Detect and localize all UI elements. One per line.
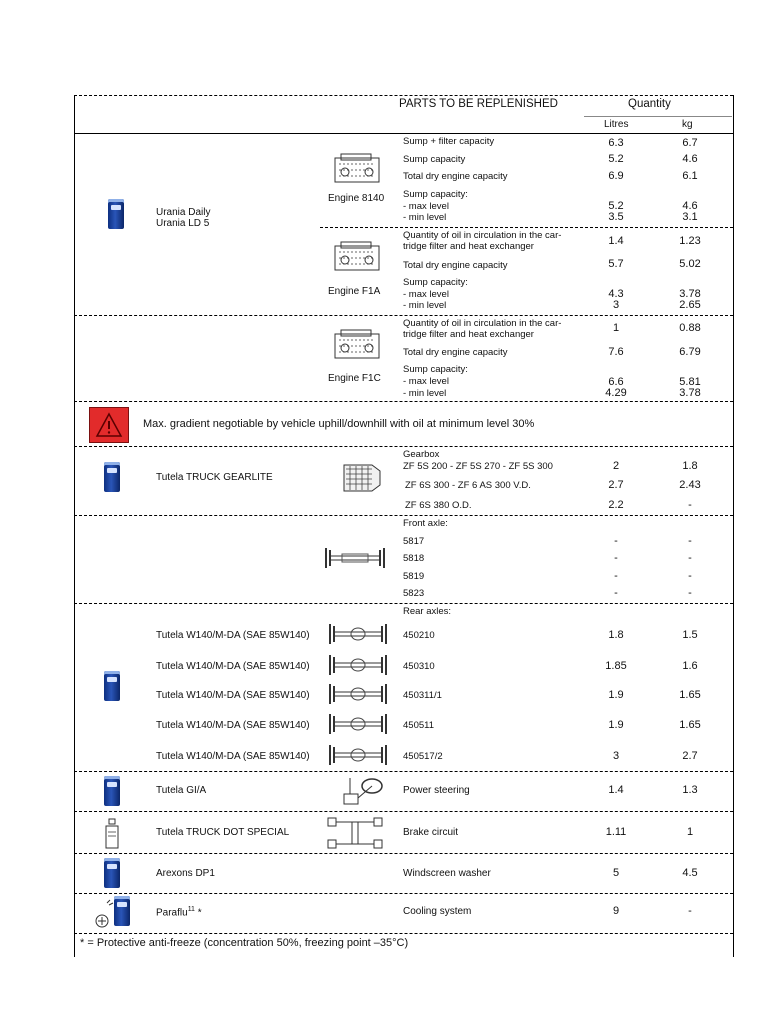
row-label: 450310 <box>403 661 435 672</box>
kg-value: - <box>688 570 692 582</box>
kg-value: 1.3 <box>682 784 698 796</box>
row-label: 450210 <box>403 630 435 641</box>
kg-heading: kg <box>682 119 693 130</box>
brake-circuit-icon <box>322 814 390 852</box>
rule <box>74 315 733 316</box>
product-name <box>156 906 202 918</box>
rear-axle-icon <box>326 710 390 738</box>
rule <box>74 933 733 934</box>
rear-axle-icon <box>326 620 390 648</box>
row-label: 450511 <box>403 720 434 731</box>
antifreeze-asterisk: * <box>194 907 202 919</box>
kg-value: - <box>688 535 692 547</box>
litres-value: 1 <box>612 322 620 334</box>
oil-can-icon <box>114 896 130 926</box>
row-label: 5819 <box>403 571 425 582</box>
section-title: Rear axles: <box>403 606 452 617</box>
litres-value: 1.8 <box>608 629 624 641</box>
kg-value: 5.02 <box>679 258 701 270</box>
kg-value: - <box>688 552 692 564</box>
rule <box>74 603 733 604</box>
product-name: Urania Daily <box>156 207 211 218</box>
rule <box>74 771 733 772</box>
kg-value: 3.1 <box>682 211 698 223</box>
coolant-symbol-icon <box>93 899 115 929</box>
oil-can-icon <box>108 199 124 229</box>
kg-value: 4.6 <box>682 153 698 165</box>
row-label: - max level <box>403 376 449 387</box>
litres-value: - <box>614 570 618 582</box>
kg-value: 2.65 <box>679 299 701 311</box>
rule <box>74 95 733 96</box>
kg-value: 1.5 <box>682 629 698 641</box>
row-label: Sump capacity <box>403 154 466 165</box>
row-label: 450517/2 <box>403 751 443 762</box>
gearbox-icon <box>340 457 384 499</box>
rear-axle-icon <box>326 680 390 708</box>
litres-value: 4.29 <box>605 387 627 399</box>
row-label: Cooling system <box>403 906 472 917</box>
litres-value: 7.6 <box>608 346 624 358</box>
rule <box>74 893 733 894</box>
product-name: Tutela W140/M-DA (SAE 85W140) <box>156 630 310 641</box>
litres-value: 6.9 <box>608 170 624 182</box>
row-label: 5823 <box>403 588 425 599</box>
row-label: Quantity of oil in circulation in the car- <box>403 230 562 241</box>
litres-value: 3 <box>612 750 620 762</box>
litres-value: 1.9 <box>608 719 624 731</box>
parts-heading: PARTS TO BE REPLENISHED <box>399 98 558 110</box>
litres-value: 5.2 <box>608 200 624 212</box>
row-label: Sump capacity: <box>403 189 468 200</box>
kg-value: 4.5 <box>682 867 698 879</box>
warning-triangle-icon <box>90 408 128 442</box>
kg-value: 1.65 <box>679 719 701 731</box>
litres-value: 2.7 <box>608 479 624 491</box>
rear-axle-icon <box>326 741 390 769</box>
row-label: tridge filter and heat exchanger <box>403 329 534 340</box>
kg-value: 1 <box>686 826 694 838</box>
oil-can-icon <box>104 671 120 701</box>
row-label: - max level <box>403 201 449 212</box>
product-name: Tutela W140/M-DA (SAE 85W140) <box>156 720 310 731</box>
litres-heading: Litres <box>604 119 629 130</box>
engine-icon <box>331 152 385 188</box>
section-title: Gearbox <box>403 449 440 460</box>
warning-text: Max. gradient negotiable by vehicle uphill/downhill with oil at minimum level 30% <box>143 418 535 430</box>
row-label: - min level <box>403 300 447 311</box>
rule <box>320 227 733 228</box>
litres-value: 1.4 <box>608 784 624 796</box>
kg-value: - <box>688 587 692 599</box>
kg-value: 1.6 <box>682 660 698 672</box>
engine-icon <box>331 328 385 364</box>
front-axle-icon <box>322 544 388 572</box>
litres-value: 1.9 <box>608 689 624 701</box>
row-label: 5817 <box>403 536 425 547</box>
row-label: ZF 6S 300 - ZF 6 AS 300 V.D. <box>405 480 531 491</box>
row-label: Windscreen washer <box>403 868 491 879</box>
row-label: Total dry engine capacity <box>403 347 508 358</box>
litres-value: 4.3 <box>608 288 624 300</box>
engine-name: Engine F1C <box>328 373 381 384</box>
rule <box>74 811 733 812</box>
kg-value: 2.7 <box>682 750 698 762</box>
quantity-heading: Quantity <box>628 98 671 110</box>
kg-value: 1.8 <box>682 460 698 472</box>
litres-value: 9 <box>612 905 620 917</box>
row-label: 450311/1 <box>403 690 442 701</box>
kg-value: 0.88 <box>679 322 701 334</box>
row-label: Sump capacity: <box>403 364 468 375</box>
footnote: * = Protective anti-freeze (concentration 50%, freezing point –35°C) <box>80 937 409 949</box>
kg-value: 1.23 <box>679 235 701 247</box>
engine-name: Engine 8140 <box>328 193 385 204</box>
litres-value: - <box>614 535 618 547</box>
kg-value: 5.81 <box>679 376 701 388</box>
product-name: Urania LD 5 <box>156 218 210 229</box>
litres-value: 1.4 <box>608 235 624 247</box>
oil-can-icon <box>104 776 120 806</box>
litres-value: 3.5 <box>608 211 624 223</box>
product-name: Tutela W140/M-DA (SAE 85W140) <box>156 661 310 672</box>
product-name: Tutela GI/A <box>156 785 207 796</box>
kg-value: 3.78 <box>679 387 701 399</box>
litres-value: 5.2 <box>608 153 624 165</box>
oil-can-icon <box>104 462 120 492</box>
product-superscript: 11 <box>187 906 195 913</box>
row-label: Total dry engine capacity <box>403 171 508 182</box>
rule <box>74 133 733 134</box>
kg-value: 1.65 <box>679 689 701 701</box>
kg-value: 6.79 <box>679 346 701 358</box>
section-title: Front axle: <box>403 518 448 529</box>
row-label: tridge filter and heat exchanger <box>403 241 534 252</box>
rear-axle-icon <box>326 651 390 679</box>
litres-value: 2 <box>612 460 620 472</box>
kg-value: 4.6 <box>682 200 698 212</box>
rule <box>74 446 733 447</box>
litres-value: 6.3 <box>608 137 624 149</box>
product-name: Tutela TRUCK GEARLITE <box>156 472 273 483</box>
row-label: Sump capacity: <box>403 277 468 288</box>
engine-icon <box>331 240 385 276</box>
warning-box <box>89 407 129 443</box>
litres-value: 3 <box>612 299 620 311</box>
product-name: Tutela W140/M-DA (SAE 85W140) <box>156 690 310 701</box>
engine-name: Engine F1A <box>328 286 381 297</box>
rule <box>584 116 732 117</box>
rule <box>74 853 733 854</box>
row-label: - min level <box>403 212 447 223</box>
kg-value: - <box>688 499 692 511</box>
row-label: 5818 <box>403 553 425 564</box>
rule <box>74 515 733 516</box>
oil-can-icon <box>104 858 120 888</box>
row-label: Brake circuit <box>403 827 459 838</box>
kg-value: 3.78 <box>679 288 701 300</box>
litres-value: 2.2 <box>608 499 624 511</box>
litres-value: - <box>614 587 618 599</box>
litres-value: - <box>614 552 618 564</box>
row-label: ZF 5S 200 - ZF 5S 270 - ZF 5S 300 <box>403 461 553 472</box>
product-name: Arexons DP1 <box>156 868 215 879</box>
row-label: Quantity of oil in circulation in the car- <box>403 318 562 329</box>
litres-value: 1.85 <box>605 660 627 672</box>
product-name: Tutela W140/M-DA (SAE 85W140) <box>156 751 310 762</box>
kg-value: - <box>688 905 692 917</box>
kg-value: 2.43 <box>679 479 701 491</box>
row-label: - max level <box>403 289 449 300</box>
row-label: - min level <box>403 388 447 399</box>
kg-value: 6.7 <box>682 137 698 149</box>
litres-value: 5.7 <box>608 258 624 270</box>
steering-wheel-icon <box>338 774 386 808</box>
brake-fluid-bottle-icon <box>103 818 121 850</box>
row-label: ZF 6S 380 O.D. <box>405 500 472 511</box>
product-label: Paraflu <box>156 907 188 919</box>
litres-value: 5 <box>612 867 620 879</box>
row-label: Sump + filter capacity <box>403 136 495 147</box>
litres-value: 1.11 <box>605 826 627 838</box>
litres-value: 6.6 <box>608 376 624 388</box>
row-label: Total dry engine capacity <box>403 260 508 271</box>
row-label: Power steering <box>403 785 470 796</box>
rule <box>74 401 733 402</box>
kg-value: 6.1 <box>682 170 698 182</box>
product-name: Tutela TRUCK DOT SPECIAL <box>156 827 290 838</box>
